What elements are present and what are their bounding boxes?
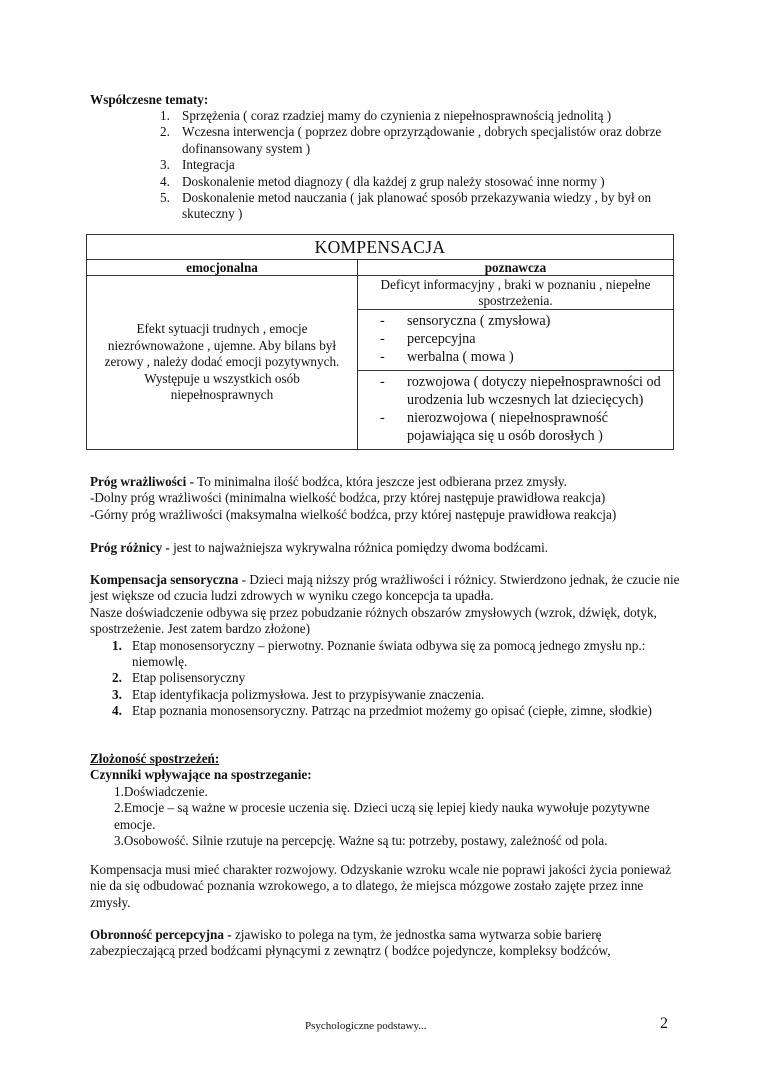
poznawcza-list-a: [358, 310, 673, 370]
topics-list: [160, 108, 680, 223]
table-title: KOMPENSACJA: [87, 235, 674, 260]
kompensacja-rozwojowa-paragraph: Kompensacja musi mieć charakter rozwojowy. Odzyskanie wzroku wcale nie poprawi jakości życia ponieważ nie da się odbudować poznania wzrokowego, a to dlatego, że miejsca mózgowe zostało zajęte przez inne zmysły.: [90, 862, 672, 910]
czynniki-subheading: Czynniki wpływające na spostrzeganie:: [90, 767, 312, 783]
list-item: - rozwojowa ( dotyczy niepełnosprawności od urodzenia lub wczesnych lat dziecięcych): [380, 374, 661, 408]
list-item: 4. Etap poznania monosensoryczny. Patrząc na przedmiot możemy go opisać (ciepłe, zimne, słodkie): [112, 703, 652, 719]
kompensacja-sensoryczna-definition: Kompensacja sensoryczna - Dzieci mają niższy próg wrażliwości i różnicy. Stwierdzono jednak, że czucie nie jest większe od czucia ludzi zdrowych w wyniku czego koncepcja ta upadła.: [90, 572, 680, 604]
term: Próg wrażliwości -: [90, 474, 194, 489]
poznawcza-intro: Deficyt informacyjny , braki w poznaniu , niepełne spostrzeżenia.: [358, 276, 673, 310]
list-item: 1. Etap monosensoryczny – pierwotny. Poznanie świata odbywa się za pomocą jednego zmysłu np.: niemowlę.: [112, 637, 646, 670]
dolny-prog-line: -Dolny próg wrażliwości (minimalna wielkość bodźca, przy której następuje prawidłowa reakcja): [90, 490, 606, 506]
term: Kompensacja sensoryczna: [90, 572, 239, 587]
list-item: - werbalna ( mowa ): [380, 349, 514, 365]
gorny-prog-line: -Górny próg wrażliwości (maksymalna wielkość bodźca, przy której następuje prawidłowa reakcja): [90, 506, 617, 522]
term: Obronność percepcyjna -: [90, 927, 232, 942]
list-item: 3. Etap identyfikacja polizmysłowa. Jest to przypisywanie znaczenia.: [112, 686, 485, 702]
list-item: 1.Doświadczenie.: [114, 783, 208, 799]
list-item: 4. Doskonalenie metod diagnozy ( dla każdej z grup należy stosować inne normy ): [160, 173, 605, 189]
list-item: - sensoryczna ( zmysłowa): [380, 313, 551, 329]
stages-list: [112, 638, 672, 720]
zlozonosc-section: [90, 751, 680, 849]
prog-roznicy-section: Próg różnicy - jest to najważniejsza wykrywalna różnica pomiędzy dwoma bodźcami.: [90, 540, 549, 555]
list-item: - percepcyjna: [380, 331, 476, 347]
prog-wrazliwosci-definition: Próg wrażliwości - To minimalna ilość bodźca, która jeszcze jest odbierana przez zmysły.: [90, 474, 567, 489]
column-header-emocjonalna: emocjonalna: [87, 260, 358, 276]
kompensacja-sensoryczna-section: [90, 572, 680, 720]
list-item: 3. Integracja: [160, 157, 235, 173]
list-item: 5. Doskonalenie metod nauczania ( jak planować sposób przekazywania wiedzy , by był on skuteczny ): [160, 190, 652, 222]
list-item: 2. Wczesna interwencja ( poprzez dobre oprzyrządowanie , dobrych specjalistów oraz dobrze dofinansowany system ): [160, 124, 662, 156]
column-header-poznawcza: poznawcza: [358, 260, 674, 276]
czynniki-list: [114, 784, 674, 850]
doswiadczenie-paragraph: Nasze doświadczenie odbywa się przez pobudzanie różnych obszarów zmysłowych (wzrok, dźwięk, dotyk, spostrzeżenie. Jest zatem bardzo złożone): [90, 604, 657, 637]
list-item: 3.Osobowość. Silnie rzutuje na percepcję. Ważne są tu: potrzeby, postawy, zależność od pola.: [114, 833, 608, 849]
emocjonalna-cell: Efekt sytuacji trudnych , emocje niezrównoważone , ujemne. Aby bilans był zerowy , należy dodać emocji pozytywnych. Występuje u wszystkich osób niepełnosprawnych: [87, 276, 358, 450]
kompensacja-table: [86, 234, 674, 450]
list-item: 2. Etap polisensoryczny: [112, 670, 246, 686]
poznawcza-cell: [358, 276, 674, 450]
list-item: - nierozwojowa ( niepełnosprawność pojawiająca się u osób dorosłych ): [380, 410, 608, 444]
list-item: 1. Sprzężenia ( coraz rzadziej mamy do czynienia z niepełnosprawnością jednolitą ): [160, 108, 612, 123]
obronnosc-percepcyjna-section: Obronność percepcyjna - zjawisko to polega na tym, że jednostka sama wytwarza sobie barierę zabezpieczającą przed bodźcami płynącymi z zewnątrz ( bodźce pojedyncze, kompleksy bodźców,: [90, 927, 611, 959]
footer-title: Psychologiczne podstawy...: [305, 1020, 427, 1032]
prog-wrazliwosci-section: [90, 474, 680, 523]
poznawcza-list-b: [358, 370, 673, 449]
zlozonosc-heading: Złożoność spostrzeżeń:: [90, 751, 220, 766]
page-number: 2: [660, 1015, 668, 1032]
section-heading-wspolczesne: Współczesne tematy:: [90, 92, 209, 107]
list-item: 2.Emocje – są ważne w procesie uczenia się. Dzieci uczą się lepiej kiedy nauka wywołuje pozytywne emocje.: [114, 800, 650, 832]
term: Próg różnicy -: [90, 540, 170, 555]
